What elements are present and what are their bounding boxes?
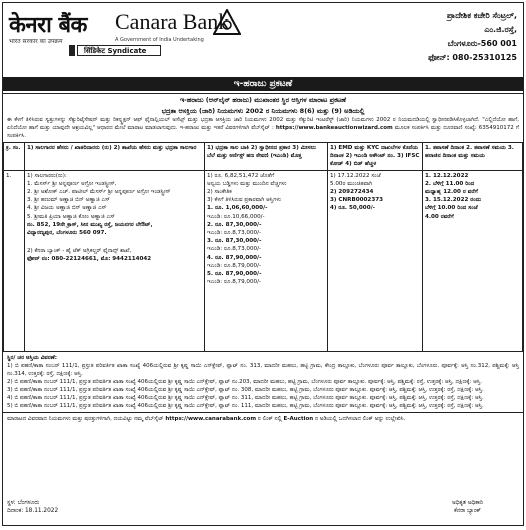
table-cell-sl: 1. — [4, 170, 25, 351]
cell-line: 3) ಕೆಳಗೆ ತಿಳಿಸಿರುವ ಪ್ರಕಾರವಾಗಿ ಆಸ್ತಿಗಳು — [207, 197, 282, 204]
table-cell-emd — [328, 170, 423, 351]
cell-line: ಇಎಂಡಿ: ರೂ.8,73,000/- — [207, 246, 262, 253]
cell-line: 3. 15.12.2022 ರಂದು — [425, 197, 482, 204]
date-label: ದಿನಾಂಕ: 18.11.2022 — [7, 508, 59, 514]
bank-name: ಕೆನರಾ ಬ್ಯಾಂಕ್ — [454, 508, 481, 514]
cell-line: ಫೋನ್ ನಂ: 080-22124661, ಮೊ: 9442114042 — [27, 256, 152, 263]
property-item: 5) ಬಿ ಪಹಣಿ/ಕಾತಾ ನಂಬರ್ 111/1, ಪ್ರಸ್ತುತ ಪರಿವರ್ತಿತ ಖಾತಾ ಸಂಖ್ಯೆ 406ಯಲ್ಲಿರುವ ಶ್ರೀ ಕೃಷ್ಣ ಸಾಯಿ ಎನ್‌ಕ್ಲೇವ್, ಪ್ಲಾಟ್ ನಂ. 111, ಮಾದರೀ ಮಹಲು, ಹಟ್ಟಿ ಗ್ರಾಮ, ಬೆಂಗಳೂರು ಪೂರ್ವ ತಾಲ್ಲೂಕು. ಪೂರ್ವಕ್ಕೆ: ಆಸ್ತಿ, ಪಶ್ಚಿಮಕ್ಕೆ: ಆಸ್ತಿ, ಉತ್ತರಕ್ಕೆ: ರಸ್ತೆ, ದಕ್ಷಿಣಕ್ಕೆ: ಆಸ್ತಿ. — [7, 403, 484, 410]
auction-notice-page — [2, 2, 524, 526]
table-header-row — [4, 143, 523, 171]
cell-line: ಇಎಂಡಿ: ರೂ.10,66,000/- — [207, 213, 265, 220]
logo-hindi: केनरा बैंक — [9, 13, 87, 38]
table-header: 1. ತಪಾಸಣೆ ದಿನಾಂಕ 2. ತಪಾಸಣೆ ಸಮಯ 3. ಹರಾಜಿನ ದಿನಾಂಕ ಮತ್ತು ಸಮಯ — [423, 143, 523, 171]
cell-line: ಅನ್ವಯ ಬಡ್ಡಿಗಳು ಮತ್ತು ಮುಂದಿನ ವೆಚ್ಚಗಳು — [207, 180, 287, 187]
note-text: ನ ಅಡಿಯಲ್ಲಿ ಒದಗಿಸಲಾದ ಲಿಂಕ್ ಅನ್ನು ಉಲ್ಲೇಖಿಸಿ. — [314, 416, 406, 423]
tagline-hindi: भारत सरकार का उपक्रम — [9, 38, 63, 45]
office-address — [428, 9, 517, 65]
table-header: 1) ಭದ್ರತಾ ಸಾಲ ಬಾಕಿ 2) ಸ್ವಾಧೀನದ ಪ್ರಕಾರ 3) ಮೀಸಲು ಬೆಲೆ ಮತ್ತು ಅರ್ನೆಸ್ಟ್ ಹಣ ಠೇವಣಿ (ಇಎಂಡಿ) ಮೊತ್ತ — [205, 143, 328, 171]
cell-line: 2) ಸಾಂಕೇತಿಕ — [207, 189, 232, 196]
notice-subtitle-2: ಭದ್ರತಾ ಆಸಕ್ತಿಯ (ಜಾರಿ) ನಿಯಮಗಳು 2002 ರ ನಿಯಮಗಳು 8(6) ಮತ್ತು (9) ಅಡಿಯಲ್ಲಿ — [161, 107, 365, 115]
property-heading: ಸ್ಥಿರ/ ಚರ ಆಸ್ತಿಯ ವಿವರಣೆ: — [7, 354, 57, 361]
cell-line: 4) ರೂ. 50,000/- — [330, 205, 375, 212]
logo-english: Canara Bank — [115, 9, 230, 34]
cell-line: ವಿದ್ಯಾರಣ್ಯಪುರ, ಬೆಂಗಳೂರು 560 097. — [27, 230, 107, 237]
header — [3, 3, 523, 94]
cell-line: 1) ಸಾಲಗಾರರು(ರು): — [27, 172, 67, 179]
tagline-english: A Government of India Undertaking — [115, 37, 204, 43]
authorised-officer: ಅಧಿಕೃತ ಅಧಿಕಾರಿ — [451, 500, 483, 506]
notice-subtitle-1: ಇ-ಹರಾಜು (ಆನ್‌ಲೈನ್ ಹರಾಜು) ಮುಖಾಂತರ ಸ್ಥಿರ ಆಸ್ತಿಗಳ ಮಾರಾಟ ಪ್ರಕಟಣೆ — [179, 96, 347, 104]
auction-table — [3, 142, 523, 352]
syndicate-icon — [69, 45, 75, 56]
property-details — [3, 352, 523, 414]
cell-line: 3. ಶ್ರೀ ಹಣುಮ್ ಅಣ್ಣಾಜಿ ಬಿನ್ ಅಣ್ಣಾಜಿ ಎಸ್ — [27, 197, 110, 204]
table-cell-dates — [423, 170, 523, 351]
office-phone: ಫೋನ್: 080-25310125 — [428, 53, 517, 62]
syndicate-label: सिंडिकेट Syndicate — [77, 45, 161, 56]
cell-line: 2. ರೂ. 87,30,000/- — [207, 221, 262, 228]
place-label: ಸ್ಥಳ: ಬೆಂಗಳೂರು — [7, 500, 40, 506]
signature-block — [452, 499, 483, 515]
terms-note — [3, 413, 523, 425]
cell-line: 1. ರೂ. 1,06,60,000/- — [207, 205, 268, 212]
note-text: ನ ಲಿಂಕ್ ನಲ್ಲಿ — [257, 416, 282, 423]
property-item: 2) ಬಿ ಪಹಣಿ/ಕಾತಾ ನಂಬರ್ 111/1, ಪ್ರಸ್ತುತ ಪರಿವರ್ತಿತ ಖಾತಾ ಸಂಖ್ಯೆ 406ಯಲ್ಲಿರುವ ಶ್ರೀ ಕೃಷ್ಣ ಸಾಯಿ ಎನ್‌ಕ್ಲೇವ್, ಪ್ಲಾಟ್ ನಂ.203, ಮಾದರೀ ಮಹಲು, ಹಟ್ಟಿ ಗ್ರಾಮ, ಬೆಂಗಳೂರು ಪೂರ್ವ ತಾಲ್ಲೂಕು. ಪೂರ್ವಕ್ಕೆ: ಆಸ್ತಿ, ಪಶ್ಚಿಮಕ್ಕೆ: ರಸ್ತೆ, ಉತ್ತರಕ್ಕೆ: ಆಸ್ತಿ, ದಕ್ಷಿಣಕ್ಕೆ: ಆಸ್ತಿ. — [7, 378, 482, 385]
cell-line: 1) 17.12.2022 ಸಂಜೆ — [330, 172, 381, 179]
table-header: ಕ್ರ. ಸಂ. — [4, 143, 25, 171]
notice-title: ಇ-ಹರಾಜು ಪ್ರಕಟಣೆ — [3, 77, 523, 91]
cell-line: 5. ಶ್ರೀಮತಿ ಪ್ರಿಯಾ ಅಣ್ಣಾಜಿ ಕೋಂ ಅಣ್ಣಾಜಿ ಎಸ್ — [27, 213, 115, 220]
cell-line: ಮಧ್ಯಾಹ್ನ 12.00 ರ ವರೆಗೆ — [425, 189, 478, 196]
place-date — [7, 499, 58, 515]
cell-line: 4. ಶ್ರೀ ವಿಜಯ ಅಣ್ಣಾಜಿ ಬಿನ್ ಅಣ್ಣಾಜಿ ಎಸ್ — [27, 205, 107, 212]
cell-line: 2) ಕೆನರಾ ಬ್ಯಾಂಕ್ - ಹೈ ಟೆಕ್ ಅಗ್ರಿಕಲ್ಚರ್ ಫೈನಾನ್ಸ್ ಶಾಖೆ, — [27, 248, 132, 255]
cell-line: 5. ರೂ. 87,90,000/- — [207, 271, 262, 278]
canara-website-link[interactable]: https://www.canarabank.com — [165, 416, 257, 423]
property-item: 4) ಬಿ ಪಹಣಿ/ಕಾತಾ ನಂಬರ್ 111/1, ಪ್ರಸ್ತುತ ಪರಿವರ್ತಿತ ಖಾತಾ ಸಂಖ್ಯೆ 406ಯಲ್ಲಿರುವ ಶ್ರೀ ಕೃಷ್ಣ ಸಾಯಿ ಎನ್‌ಕ್ಲೇವ್, ಪ್ಲಾಟ್ ನಂ. 311, ಮಾದರೀ ಮಹಲು, ಹಟ್ಟಿ ಗ್ರಾಮ, ಬೆಂಗಳೂರು ಪೂರ್ವ ತಾಲ್ಲೂಕು. ಪೂರ್ವಕ್ಕೆ: ಆಸ್ತಿ, ಪಶ್ಚಿಮಕ್ಕೆ: ಆಸ್ತಿ, ಉತ್ತರಕ್ಕೆ: ರಸ್ತೆ, ದಕ್ಷಿಣಕ್ಕೆ: ಆಸ್ತಿ. — [7, 395, 484, 402]
cell-line: ನಂ. 852, 19ನೇ ಕ್ರಾಸ್, ಸೀನ ಮುಖ್ಯ ರಸ್ತೆ, ಜಯನಗರ ಲೇಔಟ್, — [27, 221, 153, 228]
cell-line: 1) ರೂ. 6,82,51,472 ಜೊತೆಗೆ — [207, 172, 275, 179]
cell-line: 3. ರೂ. 87,30,000/- — [207, 238, 262, 245]
table-cell-borrowers — [25, 170, 205, 351]
cell-line: 1. 12.12.2022 — [425, 172, 469, 179]
property-item: 1) ಬಿ ಪಹಣಿ/ಕಾತಾ ನಂಬರ್ 111/1, ಪ್ರಸ್ತುತ ಪರಿವರ್ತಿತ ಖಾತಾ ಸಂಖ್ಯೆ 406ಯಲ್ಲಿರುವ ಶ್ರೀ ಕೃಷ್ಣ ಸಾಯಿ ಎನ್‌ಕ್ಲೇವ್, ಪ್ಲಾಟ್ ನಂ. 313, ಮಾದರೀ ಮಹಲು, ಹಟ್ಟಿ ಗ್ರಾಮ, ಕೇಂದ್ರ ತಾಲ್ಲೂಕು, ಬೆಂಗಳೂರು ಪೂರ್ವ ತಾಲ್ಲೂಕು, ಬೆಂಗಳೂರು. ಪೂರ್ವಕ್ಕೆ: ಆಸ್ತಿ ನಂ.312, ಪಶ್ಚಿಮಕ್ಕೆ: ಆಸ್ತಿ ನಂ.314, ಉತ್ತರಕ್ಕೆ: ರಸ್ತೆ, ದಕ್ಷಿಣಕ್ಕೆ: ಆಸ್ತಿ. — [7, 362, 519, 377]
cell-line: 2. ಶ್ರೀ ಅಶೋಕ್ ಎಚ್. ಪಾಟೀಲ್ ಮೆಸರ್ಸ್ ಶ್ರೀ ಅನ್ನಪೂರ್ಣ ಅಗ್ರೋ ಇಂಡಸ್ಟ್ರೀಸ್ — [27, 189, 171, 196]
cell-line: 2. ಬೆಳಿಗ್ಗೆ 11.00 ರಿಂದ — [425, 180, 475, 187]
table-header: 1) ಸಾಲಗಾರರ ಹೆಸರು / ಖಾತರಿದಾರರು (ರು) 2) ಶಾಖೆಯ ಹೆಸರು ಮತ್ತು ಭದ್ರತಾ ಸಾಲಗಾರ — [25, 143, 205, 171]
cell-line: 2) 209272434 — [330, 189, 374, 196]
cell-line: ಇಎಂಡಿ: ರೂ.8,73,000/- — [207, 230, 262, 237]
table-cell-dues — [205, 170, 328, 351]
intro-tail: ಮೂಲಕ ಸಂಪರ್ಕಿಸಿ ಮತ್ತು ದೂರವಾಣಿ ಸಂಖ್ಯೆ: 6354910172 ಗೆ ಸಂಪರ್ಕಿಸಿ. — [7, 125, 520, 139]
cell-line: 3) CNRB0002373 — [330, 197, 383, 204]
cell-line: 1. ಮೆಸರ್ಸ್ ಶ್ರೀ ಅನ್ನಪೂರ್ಣ ಅಗ್ರೋ ಇಂಡಸ್ಟ್ರೀಸ್, — [27, 180, 117, 187]
intro-text: ಈ ಕೆಳಗೆ ತಿಳಿಸಿರುವ ಸ್ವತ್ತುಗಳನ್ನು ಸೆಕ್ಯುರಿಟೈಸೇಷನ್ ಮತ್ತು ರಿಕನ್ಸ್ಟ್ರಕ್ಷನ್ ಆಫ್ ಫೈನಾನ್ಷಿಯಲ್ ಅಸೆಟ್ಸ್ ಮತ್ತು ಭದ್ರತಾ ಆಸಕ್ತಿಯ ಜಾರಿ ನಿಯಮಗಳು 2002 ಮತ್ತು ಸೆಕ್ಯುರಿಟಿ ಇಂಟರೆಸ್ಟ್ (ಜಾರಿ) ನಿಯಮಗಳು 2002 ರ ನಿಯಮದಡಿಯಲ್ಲಿ ಸ್ವಾಧೀನಪಡಿಸಿಕೊಳ್ಳಲಾಗಿದೆ. "ಎಲ್ಲಿದೆಯೋ ಹಾಗೆ, ಏನಿದೆಯೋ ಹಾಗೆ ಮತ್ತು ಯಾವುದೇ ಆಶ್ರಯವಿಲ್ಲ" ಆಧಾರದ ಮೇಲೆ ಮಾರಾಟ ಮಾಡಲಾಗುವುದು. ಇ-ಹರಾಜು ಮತ್ತು ಇತರೆ ವಿವರಗಳಿಗಾಗಿ ವೆಬ್‌ಸೈಟ್ : — [7, 117, 519, 131]
website-link[interactable]: https://www.bankeauctionwizard.com — [275, 125, 393, 131]
table-row — [4, 170, 523, 351]
office-line: ಎಂ.ಜಿ.ರಸ್ತೆ, — [484, 25, 517, 34]
cell-line: ಇಎಂಡಿ: ರೂ.8,79,000/- — [207, 279, 262, 286]
e-auction-link[interactable]: E-Auction — [283, 416, 314, 423]
cell-line: ಇಎಂಡಿ: ರೂ.8,79,000/- — [207, 262, 262, 269]
property-item: 3) ಬಿ ಪಹಣಿ/ಕಾತಾ ನಂಬರ್ 111/1, ಪ್ರಸ್ತುತ ಪರಿವರ್ತಿತ ಖಾತಾ ಸಂಖ್ಯೆ 406ಯಲ್ಲಿರುವ ಶ್ರೀ ಕೃಷ್ಣ ಸಾಯಿ ಎನ್‌ಕ್ಲೇವ್, ಪ್ಲಾಟ್ ನಂ. 308, ಮಾದರೀ ಮಹಲು, ಹಟ್ಟಿ ಗ್ರಾಮ, ಬೆಂಗಳೂರು ಪೂರ್ವ ತಾಲ್ಲೂಕು. ಪೂರ್ವಕ್ಕೆ: ಆಸ್ತಿ, ಪಶ್ಚಿಮಕ್ಕೆ: ಆಸ್ತಿ, ಉತ್ತರಕ್ಕೆ: ರಸ್ತೆ, ದಕ್ಷಿಣಕ್ಕೆ: ಆಸ್ತಿ. — [7, 386, 484, 393]
cell-line: 4.00 ರವರೆಗೆ — [425, 213, 454, 220]
cell-line: 4. ರೂ. 87,90,000/- — [207, 254, 262, 261]
canara-logo-icon — [213, 9, 241, 35]
office-line: ಪ್ರಾದೇಶಿಕ ಕಚೇರಿ ಸೆಂಟ್ರಲ್, — [446, 11, 517, 20]
table-header: 1) EMD ಮತ್ತು KYC ದಾಖಲೆಗಳ ಕೊನೆಯ ದಿನಾಂಕ 2) ಇಎಂಡಿ ಅಕೌಂಟ್ ನಂ. 3) IFSC ಕೋಡ್ 4) ಬಿಡ್ ಹೆಚ್ಚಳ — [328, 143, 423, 171]
office-line: ಬೆಂಗಳೂರು-560 001 — [447, 39, 517, 48]
cell-line: ಬೆಳಿಗ್ಗೆ 10.00 ರಿಂದ ಸಂಜೆ — [425, 205, 478, 212]
note-text: ಮಾರಾಟದ ವಿವರವಾದ ನಿಯಮಗಳು ಮತ್ತು ಷರತ್ತುಗಳಿಗಾಗಿ, ದಯವಿಟ್ಟು ನಮ್ಮ ವೆಬ್‌ಸೈಟ್ — [7, 416, 164, 423]
notice-intro — [3, 116, 523, 140]
cell-line: 5.00ರ ಮುಂಚಿತವಾಗಿ — [330, 180, 373, 187]
